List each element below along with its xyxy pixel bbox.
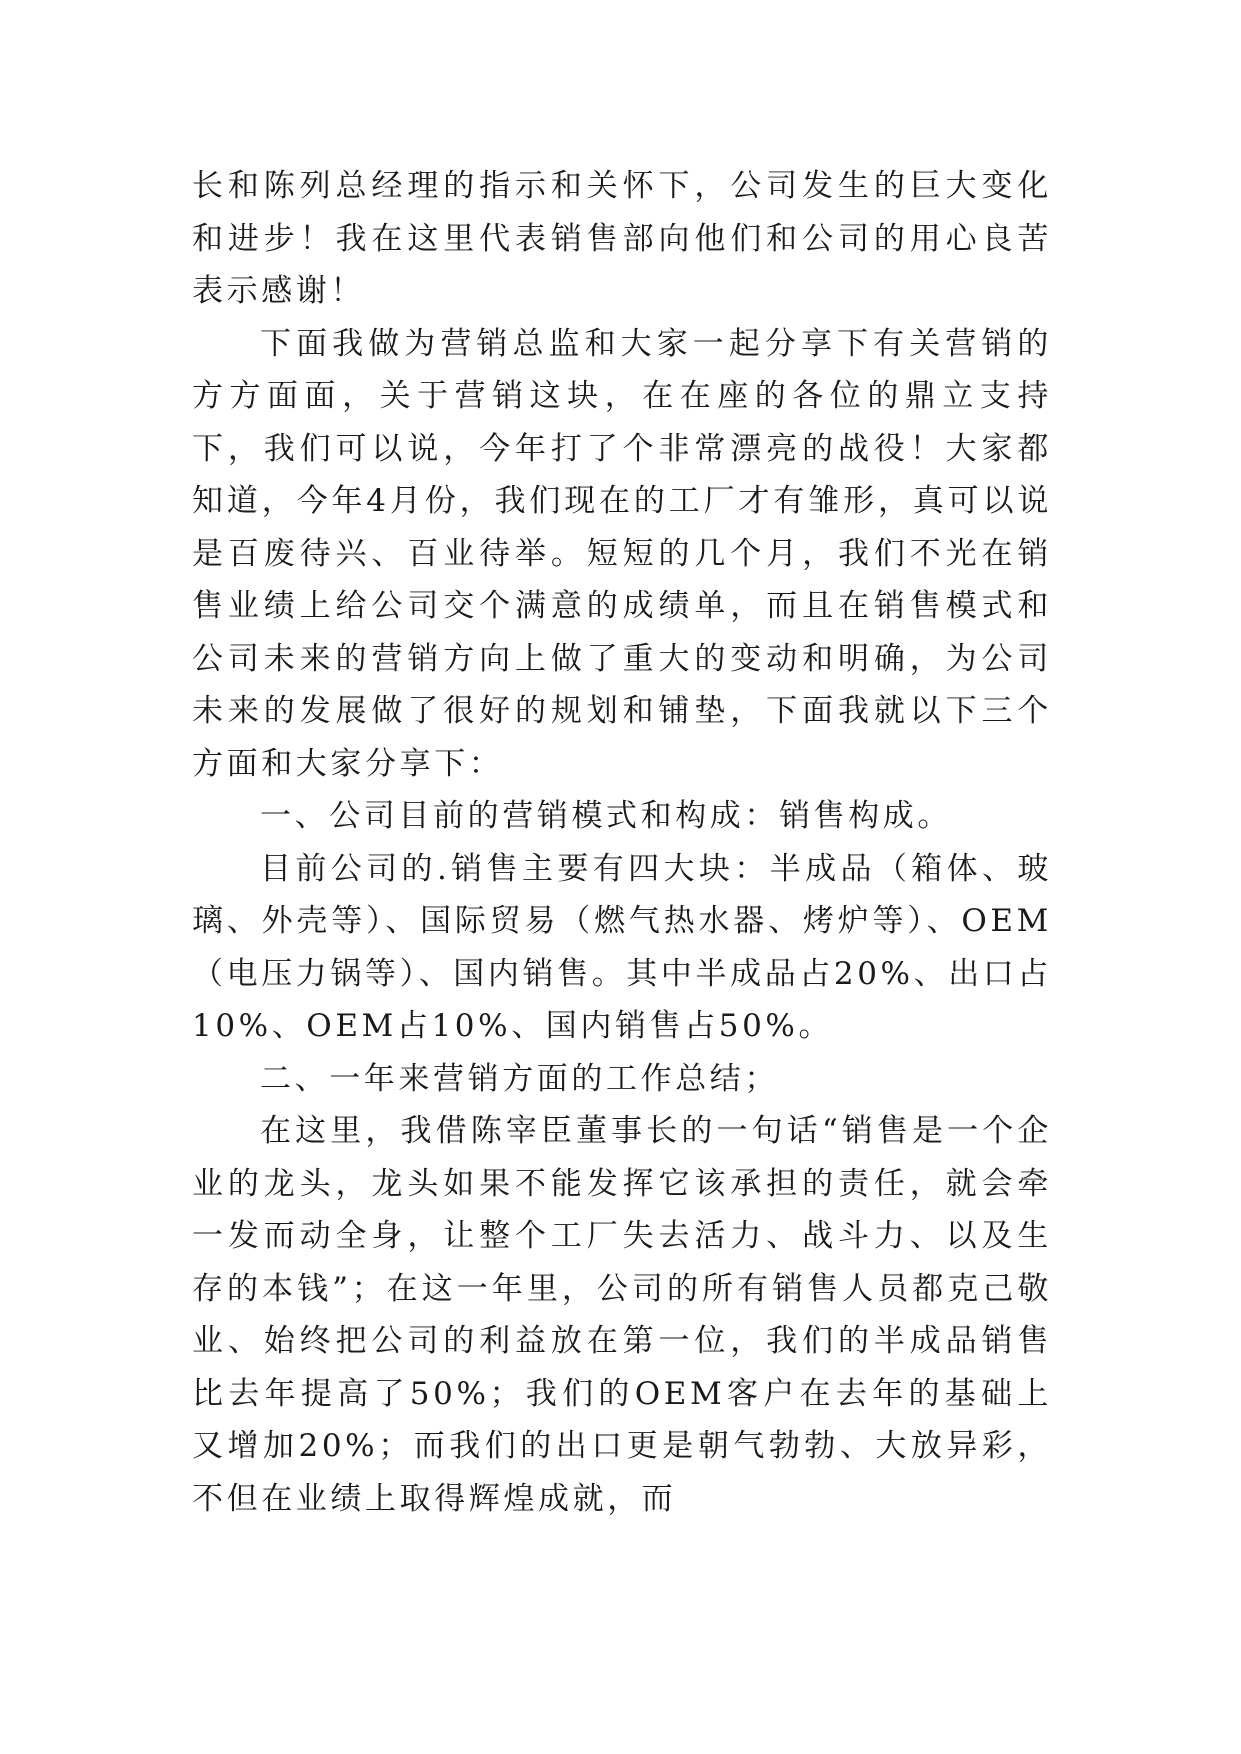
paragraph-1: 长和陈列总经理的指示和关怀下，公司发生的巨大变化和进步！我在这里代表销售部向他们和公司的用心良苦表示感谢！ <box>192 168 1052 309</box>
paragraph-3: 目前公司的.销售主要有四大块：半成品（箱体、玻璃、外壳等）、国际贸易（燃气热水器、烤炉等）、OEM（电压力锅等）、国内销售。其中半成品占20%、出口占10%、OEM占10%、国内销售占50%。 <box>192 850 1052 1044</box>
document-body <box>192 160 1052 1525</box>
paragraph-4: 在这里，我借陈宰臣董事长的一句话“销售是一个企业的龙头，龙头如果不能发挥它该承担的责任，就会牵一发而动全身，让整个工厂失去活力、战斗力、以及生存的本钱”；在这一年里，公司的所有销售人员都克己敬业、始终把公司的利益放在第一位，我们的半成品销售比去年提高了50%；我们的OEM客户在去年的基础上又增加20%；而我们的出口更是朝气勃勃、大放异彩，不但在业绩上取得辉煌成就，而 <box>192 1113 1052 1517</box>
section-heading-1: 一、公司目前的营销模式和构成：销售构成。 <box>260 798 952 834</box>
paragraph-2: 下面我做为营销总监和大家一起分享下有关营销的方方面面，关于营销这块，在在座的各位的鼎立支持下，我们可以说，今年打了个非常漂亮的战役！大家都知道，今年4月份，我们现在的工厂才有雏形，真可以说是百废待兴、百业待举。短短的几个月，我们不光在销售业绩上给公司交个满意的成绩单，而且在销售模式和公司未来的营销方向上做了重大的变动和明确，为公司未来的发展做了很好的规划和铺垫，下面我就以下三个方面和大家分享下： <box>192 325 1052 782</box>
section-heading-2: 二、一年来营销方面的工作总结； <box>260 1060 779 1097</box>
